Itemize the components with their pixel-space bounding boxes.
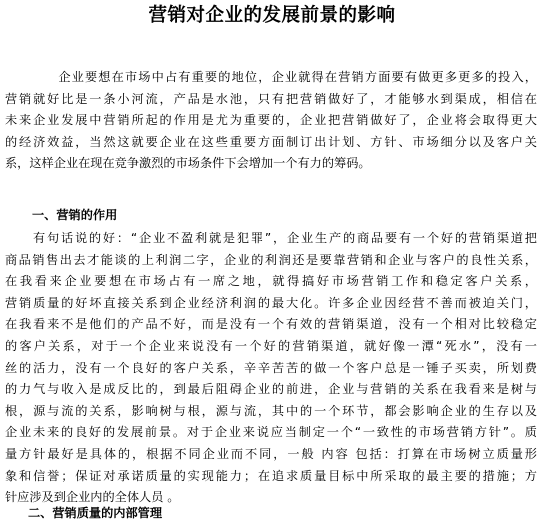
paragraph-line: 针应涉及到企业内的全体人员 。 xyxy=(5,490,180,505)
paragraph-line: 在我看来不是他们的产品不好，而是没有一个有效的营销渠道，没有一个相对比较稳定 xyxy=(5,317,537,332)
paragraph-line: 商品销售出去才能谈的上利润二字，企业的利润还是要靠营销和企业与客户的良性关系， xyxy=(5,252,537,267)
intro-paragraph xyxy=(5,67,537,175)
paragraph-line: 系，这样企业在现在竞争激烈的市场条件下会增加一个有力的筹码。 xyxy=(5,156,371,171)
paragraph-line: 企业未来的良好的发展前景。对于企业来说应当制定一个“一致性的市场营销方针”。质 xyxy=(5,425,537,440)
paragraph-line: 营销就好比是一条小河流，产品是水池，只有把营销做好了，才能够水到渠成，相信在 xyxy=(5,91,537,106)
paragraph-line: 有句话说的好：“企业不盈利就是犯罪”，企业生产的商品要有一个好的营销渠道把 xyxy=(5,231,537,245)
paragraph-line: 象和信誉；保证对承诺质量的实现能力；在追求质量目标中所采取的最主要的措施；方 xyxy=(5,468,537,483)
paragraph-line: 根，源与流的关系，影响树与根，源与流，其中的一个环节，都会影响企业的生存以及 xyxy=(5,403,537,418)
paragraph-line: 的经济效益，当然这就要企业在这些重要方面制订出计划、方针、市场细分以及客户关 xyxy=(5,134,537,149)
section-heading-quality-management: 二、营销质量的内部管理 xyxy=(28,506,163,520)
paragraph-line: 量方针最好是具体的，根据不同企业而不同，一般 内容 包括：打算在市场树立质量形 xyxy=(5,446,537,461)
section1-paragraph xyxy=(5,228,537,509)
section-heading-role-of-marketing: 一、营销的作用 xyxy=(32,208,118,222)
paragraph-line: 营销质量的好坏直接关系到企业经济利润的最大化。许多企业因经营不善而被迫关门， xyxy=(5,295,537,310)
page-title: 营销对企业的发展前景的影响 xyxy=(148,5,396,26)
paragraph-line: 在我看来企业要想在市场占有一席之地，就得搞好市场营销工作和稳定客户关系， xyxy=(5,274,537,289)
paragraph-line: 未来企业发展中营销所起的作用是尤为重要的，企业把营销做好了，企业将会取得更大 xyxy=(5,113,537,128)
paragraph-line: 的力气与收入是成反比的，到最后阻碍企业的前进，企业与营销的关系在我看来是树与 xyxy=(5,382,537,397)
paragraph-line: 的客户关系，对于一个企业来说没有一个好的营销渠道，就好像一潭“死水”，没有一 xyxy=(5,338,537,353)
paragraph-line: 丝的活力，没有一个良好的客户关系，辛辛苦苦的做一个客户总是一锤子买卖，所划费 xyxy=(5,360,537,375)
paragraph-line: 企业要想在市场中占有重要的地位，企业就得在营销方面要有做更多更多的投入， xyxy=(5,70,537,84)
